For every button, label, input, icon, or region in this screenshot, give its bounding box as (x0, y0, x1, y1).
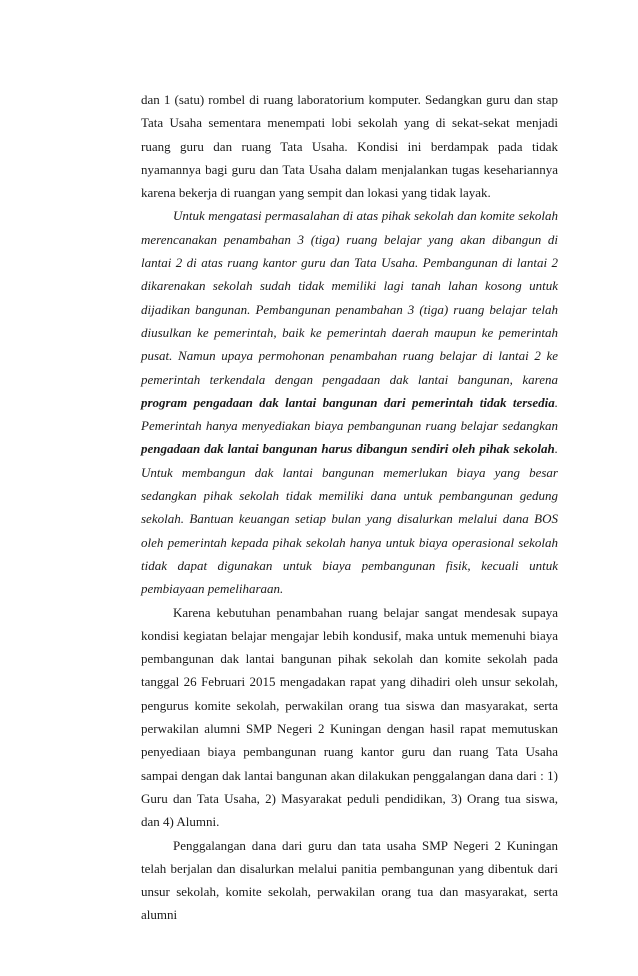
paragraph-2-text-c: . Pemerintah hanya menyediakan biaya pembangunan ruang belajar sedangkan (141, 394, 558, 434)
paragraph-4: Penggalangan dana dari guru dan tata usaha SMP Negeri 2 Kuningan telah berjalan dan disalurkan melalui panitia pembangunan yang dibentuk dari unsur sekolah, komite sekolah, perwakilan orang tua dan masyarakat, serta alumni (141, 837, 558, 923)
paragraph-3: Karena kebutuhan penambahan ruang belajar sangat mendesak supaya kondisi kegiatan belajar mengajar lebih kondusif, maka untuk memenuhi biaya pembangunan dak lantai bangunan pihak sekolah dan komite sekolah pada tanggal 26 Februari 2015 mengadakan rapat yang dihadiri oleh unsur sekolah, pengurus komite sekolah, perwakilan orang tua siswa dan masyarakat, serta perwakilan alumni SMP Negeri 2 Kuningan dengan hasil rapat memutuskan penyediaan biaya pembangunan ruang kantor guru dan ruang Tata Usaha sampai dengan dak lantai bangunan akan dilakukan penggalangan dana dari : 1) Guru dan Tata Usaha, 2) Masyarakat peduli pendidikan, 3) Orang tua siswa, dan 4) Alumni. (141, 604, 558, 830)
paragraph-2-bold-b: program pengadaan dak lantai bangunan dari pemerintah tidak tersedia (141, 394, 555, 410)
paragraph-2-text-e: . Untuk membangun dak lantai bangunan memerlukan biaya yang besar sedangkan pihak sekolah tidak memiliki dana untuk pembangunan gedung sekolah. Bantuan keuangan setiap bulan yang disalurkan melalui dana BOS oleh pemerintah kepada pihak sekolah hanya untuk biaya operasional sekolah tidak dapat digunakan untuk biaya pembangunan fisik, kecuali untuk pembiayaan pemeliharaan. (141, 441, 558, 597)
paragraph-1: dan 1 (satu) rombel di ruang laboratorium komputer. Sedangkan guru dan stap Tata Usaha sementara menempati lobi sekolah yang di sekat-sekat menjadi ruang guru dan ruang Tata Usaha. Kondisi ini berdampak pada tidak nyamannya bagi guru dan Tata Usaha dalam menjalankan tugas kesehariannya karena bekerja di ruangan yang sempit dan lokasi yang tidak layak. (141, 92, 558, 201)
paragraph-2-text-a: Untuk mengatasi permasalahan di atas pihak sekolah dan komite sekolah merencanakan penambahan 3 (tiga) ruang belajar yang akan dibangun di lantai 2 di atas ruang kantor guru dan Tata Usaha. Pembangunan di lantai 2 dikarenakan sekolah sudah tidak memiliki lagi tanah lahan kosong untuk dijadikan bangunan. Pembangunan penambahan 3 (tiga) ruang belajar telah diusulkan ke pemerintah, baik ke pemerintah daerah maupun ke pemerintah pusat. Namun upaya permohonan penambahan ruang belajar di lantai 2 ke pemerintah terkendala dengan pengadaan dak lantai bangunan, karena (141, 208, 558, 387)
paragraph-2 (141, 204, 558, 600)
paragraph-2-bold-d: pengadaan dak lantai bangunan harus dibangun sendiri oleh pihak sekolah (141, 441, 555, 457)
document-page (141, 88, 558, 927)
